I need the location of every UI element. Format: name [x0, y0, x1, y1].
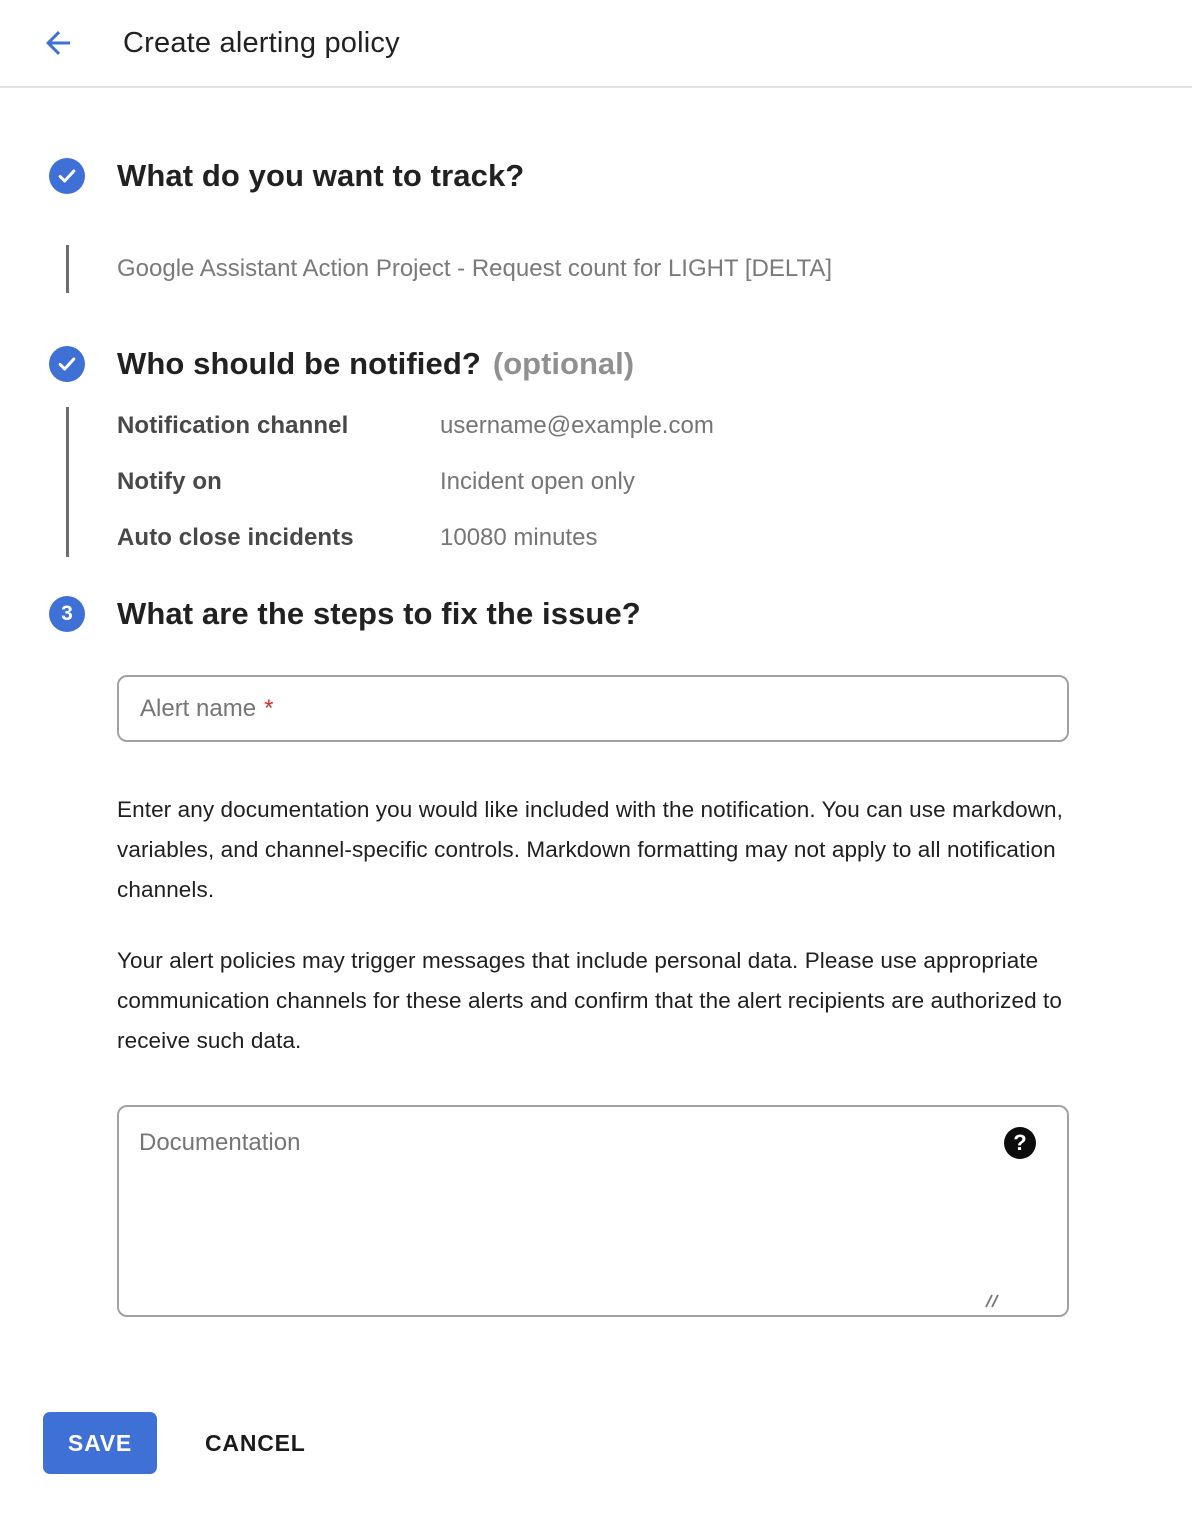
auto-close-row — [117, 519, 1192, 557]
documentation-textarea[interactable] — [119, 1107, 1067, 1315]
page-title: Create alerting policy — [123, 26, 400, 59]
step2-summary-block — [66, 407, 1192, 557]
auto-close-label: Auto close incidents — [117, 524, 354, 551]
step2-optional-label: (optional) — [492, 346, 635, 381]
arrow-left-icon — [40, 25, 76, 61]
notify-on-value: Incident open only — [440, 468, 635, 495]
step1-badge — [49, 158, 85, 194]
help-icon[interactable] — [1004, 1127, 1036, 1159]
step3-number: 3 — [61, 602, 73, 625]
alert-name-input[interactable] — [119, 677, 1067, 740]
alert-name-placeholder-text: Alert name — [140, 694, 257, 722]
step2-badge — [49, 346, 85, 382]
page-header — [0, 0, 1192, 88]
notification-channel-label: Notification channel — [117, 412, 349, 439]
notification-channel-row — [117, 407, 1192, 445]
privacy-notice-paragraph: Your alert policies may trigger messages that include personal data. Please use appropriate communication channels for these alerts and confirm that the alert recipients are authorized to receive such data. — [117, 948, 1062, 1053]
cancel-button[interactable]: CANCEL — [205, 1429, 306, 1456]
step3-badge — [49, 596, 85, 632]
step1-summary: Google Assistant Action Project - Request count for LIGHT [DELTA] — [117, 255, 832, 282]
save-button[interactable]: SAVE — [43, 1412, 157, 1474]
step3-title: What are the steps to fix the issue? — [117, 596, 641, 631]
step1-title: What do you want to track? — [117, 158, 525, 193]
step3-header[interactable] — [0, 595, 1192, 633]
step2-header[interactable] — [0, 345, 1192, 383]
check-icon — [56, 165, 78, 187]
resize-handle-icon[interactable] — [981, 1291, 1001, 1311]
step1-header[interactable] — [0, 157, 1192, 195]
back-button[interactable] — [36, 21, 80, 65]
step1-summary-block — [66, 245, 1192, 293]
step2-title: Who should be notified? — [117, 346, 481, 381]
required-asterisk: * — [264, 694, 274, 722]
notify-on-row — [117, 463, 1192, 501]
documentation-help-paragraph: Enter any documentation you would like included with the notification. You can use markdown, variables, and channel-specific controls. Markdown formatting may not apply to all notification channels. — [117, 797, 1064, 902]
check-icon — [56, 353, 78, 375]
auto-close-value: 10080 minutes — [440, 524, 598, 551]
action-bar — [0, 1412, 1192, 1474]
help-icon-glyph: ? — [1013, 1130, 1027, 1155]
notification-channel-value: username@example.com — [440, 412, 714, 439]
documentation-field — [117, 1105, 1069, 1317]
notify-on-label: Notify on — [117, 468, 222, 495]
alert-name-field — [117, 675, 1069, 742]
